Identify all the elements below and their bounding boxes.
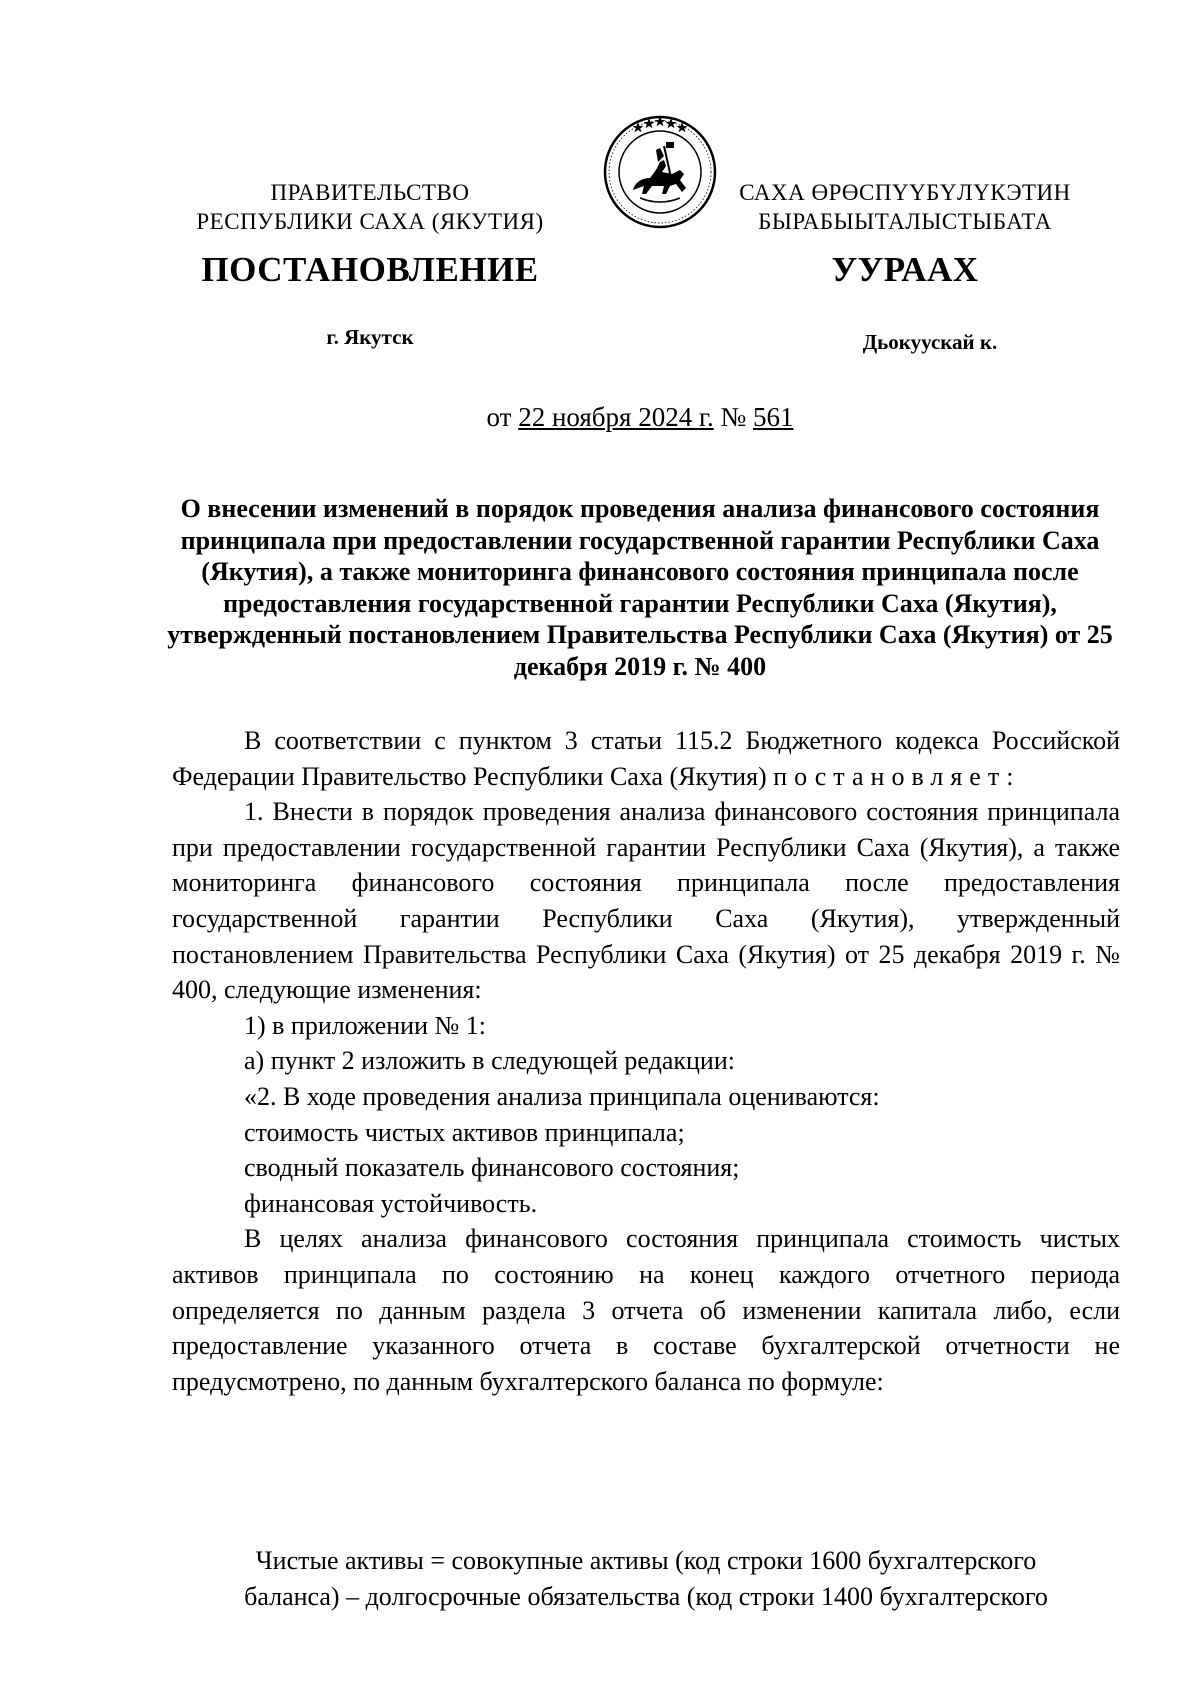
city-sakha: Дьокуускай к. (862, 330, 998, 354)
number-sign: № (720, 402, 747, 432)
decree-date-line (0, 402, 1200, 433)
list-item: сводный показатель финансового состояния; (244, 1153, 740, 1183)
header-left-line1: ПРАВИТЕЛЬСТВО (270, 180, 470, 205)
document-body (172, 723, 1120, 1399)
decree-word: постановляет: (773, 761, 1021, 791)
sub-item-1: 1) в приложении № 1: (244, 1010, 487, 1040)
net-assets-paragraph: В целях анализа финансового состояния принципала стоимость чистых активов принципала по состоянию на конец каждого отчетного периода определяется по данным раздела 3 отчета об изменении капитала либо, если предоставление указанного отчета в составе бухгалтерской отчетности не предусмотрено, по данным бухгалтерского баланса по формуле: (172, 1224, 1120, 1396)
sub-item-1a: а) пункт 2 изложить в следующей редакции: (244, 1046, 735, 1076)
list-item: стоимость чистых активов принципала; (244, 1117, 685, 1147)
coat-of-arms-yakutia-icon (600, 112, 720, 232)
decree-date: 22 ноября 2024 г. (518, 402, 714, 432)
decree-title-russian: ПОСТАНОВЛЕНИЕ (201, 250, 539, 289)
header-right-line1: САХА ӨРӨСПҮҮБҮЛҮКЭТИН (739, 180, 1071, 205)
item-1-paragraph: 1. Внести в порядок проведения анализа финансового состояния принципала при предоставлении государственной гарантии Республики Саха (Якутия), а также мониторинга финансового состояния принципала после предоставления государственной гарантии Республики Саха (Якутия), утвержденный постановлением Правительства Республики Саха (Якутия) от 25 декабря 2019 г. № 400, следующие изменения: (172, 797, 1120, 1005)
government-header-russian (180, 178, 560, 236)
preamble-text: В соответствии с пунктом 3 статьи 115.2 Бюджетного кодекса Российской Федерации Правительство Республики Саха (Якутия) (172, 726, 1120, 791)
formula-line-2: баланса) – долгосрочные обязательства (код строки 1400 бухгалтерского (244, 1581, 1048, 1611)
header-right-line2: БЫРАБЫЫТАЛЫСТЫБАТА (758, 209, 1052, 234)
quoted-point-2: «2. В ходе проведения анализа принципала оцениваются: (244, 1081, 880, 1111)
header-left-line2: РЕСПУБЛИКИ САХА (ЯКУТИЯ) (196, 209, 544, 234)
formula-line-1: Чистые активы = совокупные активы (код строки 1600 бухгалтерского (255, 1546, 1037, 1575)
decree-title-sakha: УУРААХ (831, 250, 979, 289)
city-russian: г. Якутск (326, 325, 414, 349)
preamble-paragraph (172, 723, 1120, 794)
government-header-sakha (715, 178, 1095, 236)
list-item: финансовая устойчивость. (244, 1188, 538, 1218)
decree-number: 561 (753, 402, 794, 432)
date-prefix: от (486, 402, 512, 432)
net-assets-formula (172, 1543, 1120, 1614)
document-title: О внесении изменений в порядок проведения анализа финансового состояния принципала при предоставлении государственной гарантии Республики Саха (Якутия), а также мониторинга финансового состояния принципала после предоставления государственной гарантии Республики Саха (Якутия), утвержденный постановлением Правительства Республики Саха (Якутия) от 25 декабря 2019 г. № 400 (167, 494, 1113, 681)
